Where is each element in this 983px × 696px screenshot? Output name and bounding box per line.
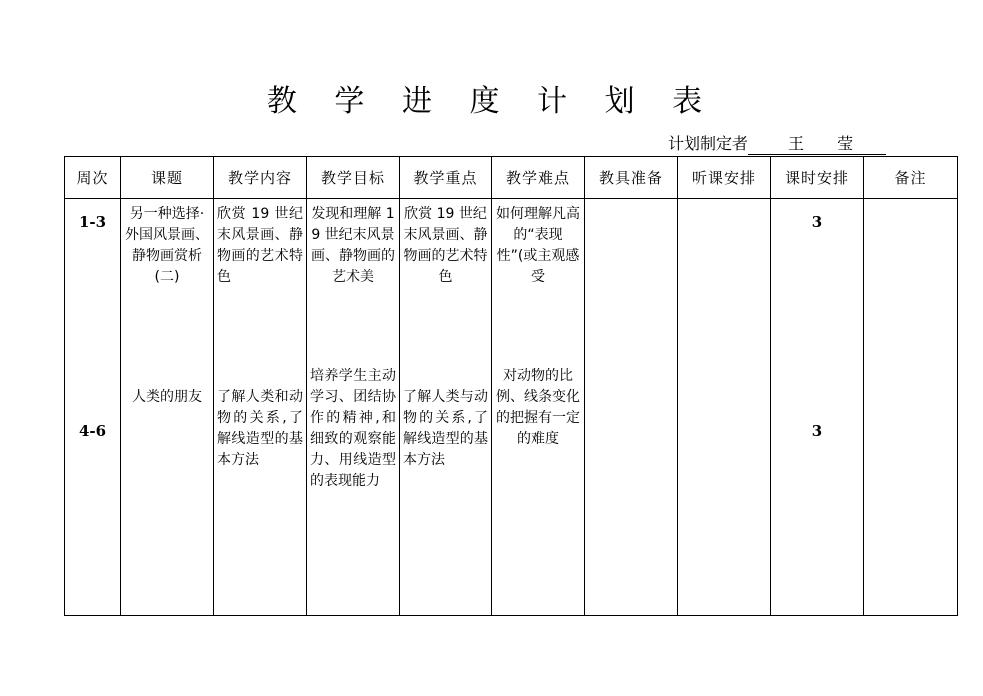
header-week: 周次 <box>65 157 121 199</box>
goal-row-2: 培养学生主动学习、团结协作的精神,和细致的观察能力、用线造型的表现能力 <box>310 368 396 489</box>
header-hours: 课时安排 <box>771 157 864 199</box>
header-goal: 教学目标 <box>307 157 400 199</box>
difficulty-row-1: 如何理解凡高的“表现性”(或主观感受 <box>496 206 580 285</box>
week-cell <box>65 199 121 616</box>
content-row-2: 了解人类和动物的关系,了解线造型的基本方法 <box>217 389 303 468</box>
hours-cell <box>771 199 864 616</box>
topic-row-1: 另一种选择·外国风景画、静物画赏析(二) <box>125 206 209 285</box>
content-row-1: 欣赏 19 世纪末风景画、静物画的艺术特色 <box>217 206 303 285</box>
header-topic: 课题 <box>121 157 214 199</box>
header-difficulty: 教学难点 <box>492 157 585 199</box>
header-tools: 教具准备 <box>585 157 678 199</box>
difficulty-row-2: 对动物的比例、线条变化的把握有一定的难度 <box>496 368 580 447</box>
hours-row-2: 3 <box>811 422 823 440</box>
table-body-row <box>65 199 958 616</box>
goal-cell <box>307 199 400 616</box>
focus-row-2: 了解人类与动物的关系,了解线造型的基本方法 <box>403 389 488 468</box>
notes-cell <box>864 199 958 616</box>
topic-cell <box>121 199 214 616</box>
header-notes: 备注 <box>864 157 958 199</box>
focus-cell <box>400 199 492 616</box>
observation-cell <box>678 199 771 616</box>
difficulty-cell <box>492 199 585 616</box>
schedule-table <box>64 156 958 616</box>
planner-line <box>668 131 886 155</box>
goal-row-1: 发现和理解 19 世纪末风景画、静物画的艺术美 <box>311 206 395 285</box>
header-focus: 教学重点 <box>400 157 492 199</box>
hours-row-1: 3 <box>811 213 823 231</box>
table-header-row <box>65 157 958 199</box>
planner-label: 计划制定者 <box>668 134 749 153</box>
week-1-3: 1-3 <box>78 213 107 231</box>
topic-row-2: 人类的朋友 <box>132 389 202 405</box>
week-4-6: 4-6 <box>78 422 107 440</box>
focus-row-1: 欣赏 19 世纪末风景画、静物画的艺术特色 <box>403 206 488 285</box>
page-title: 教 学 进 度 计 划 表 <box>266 84 717 119</box>
header-observation: 听课安排 <box>678 157 771 199</box>
header-content: 教学内容 <box>214 157 307 199</box>
content-cell <box>214 199 307 616</box>
tools-cell <box>585 199 678 616</box>
planner-name: 王 莹 <box>748 131 886 155</box>
